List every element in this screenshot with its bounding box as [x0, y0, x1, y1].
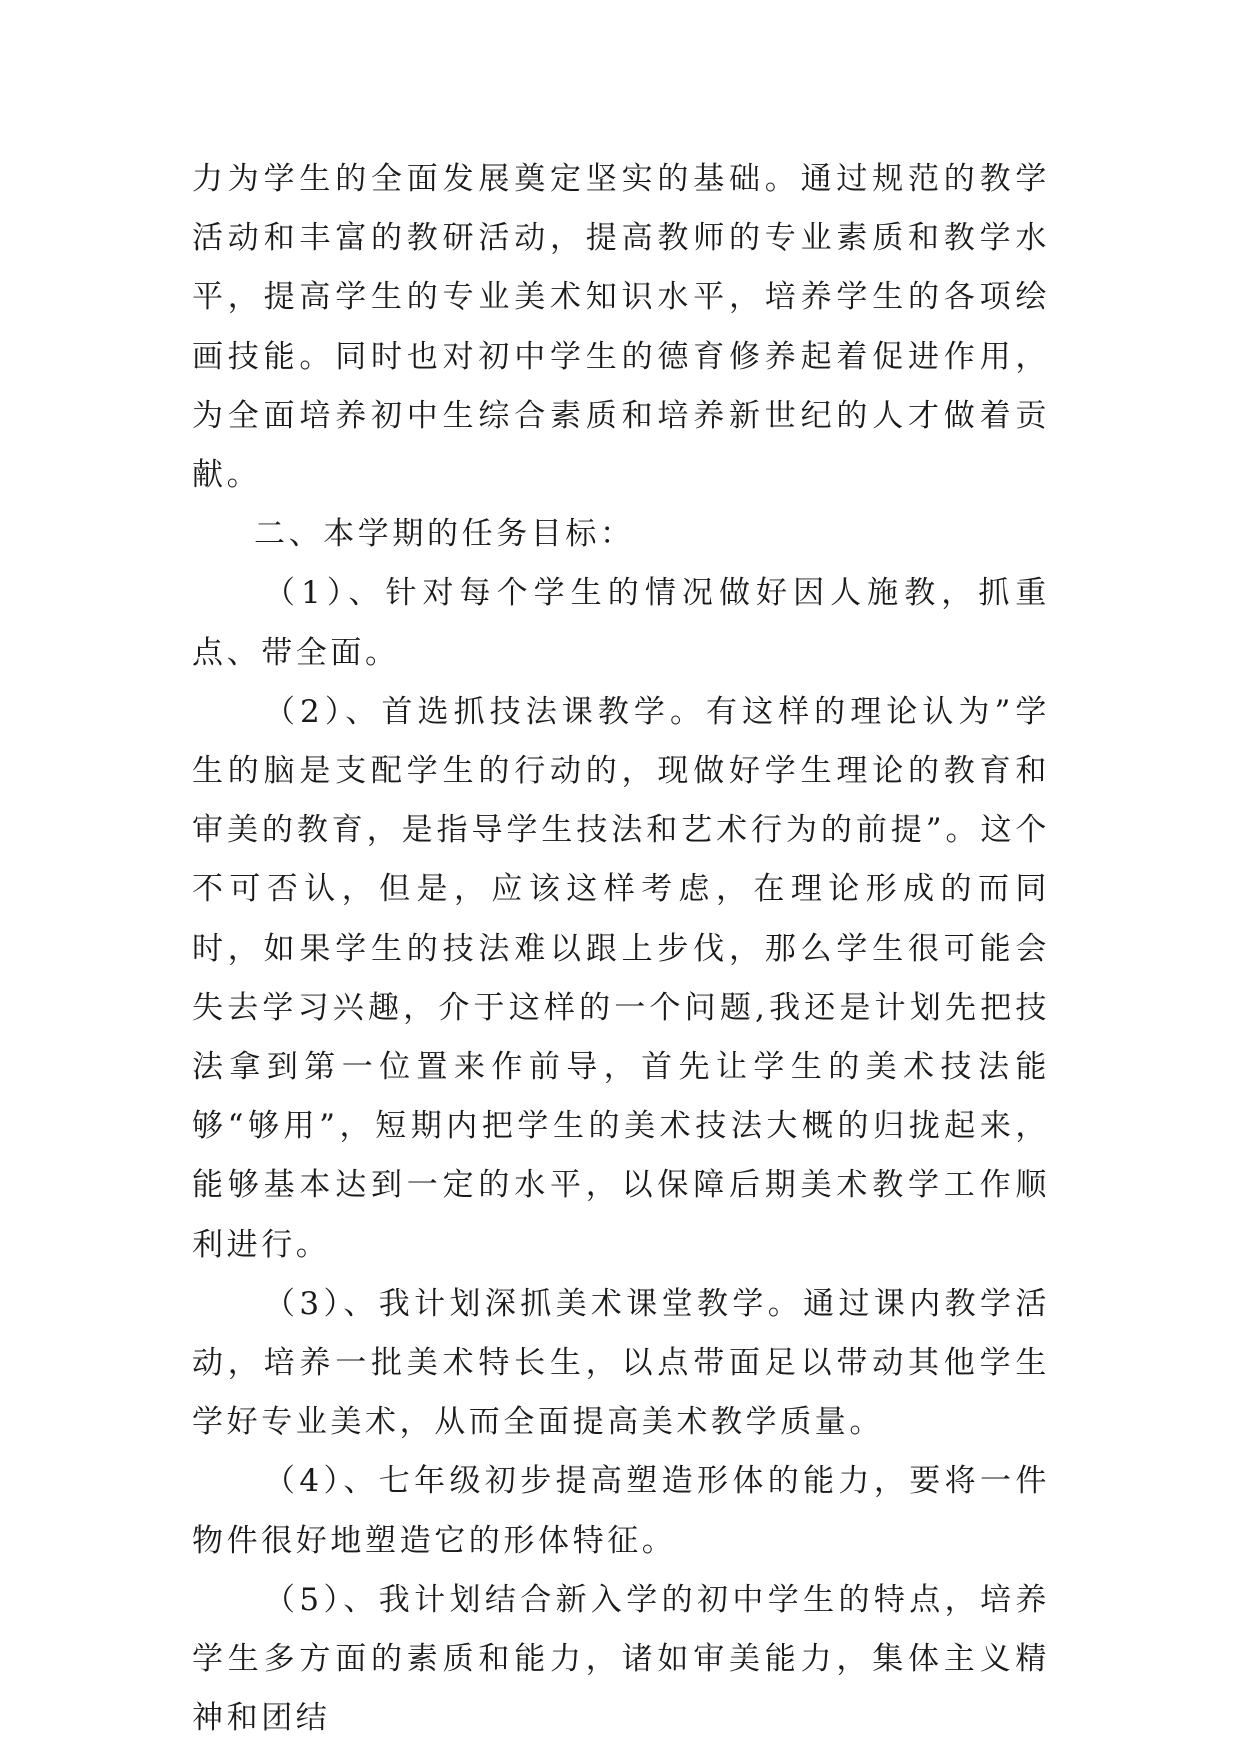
paragraph-item-1: （1）、针对每个学生的情况做好因人施教，抓重点、带全面。	[192, 575, 1050, 671]
document-body	[192, 150, 1050, 1748]
paragraph-item-4: （4）、七年级初步提高塑造形体的能力，要将一件物件很好地塑造它的形体特征。	[192, 1463, 1050, 1559]
paragraph-item-2: （2）、首选抓技法课教学。有这样的理论认为”学生的脑是支配学生的行动的，现做好学生理论的教育和审美的教育，是指导学生技法和艺术行为的前提”。这个不可否认，但是，应该这样考虑，在理论形成的而同时，如果学生的技法难以跟上步伐，那么学生很可能会失去学习兴趣，介于这样的一个问题,我还是计划先把技法拿到第一位置来作前导，首先让学生的美术技法能够“够用”，短期内把学生的美术技法大概的归拢起来，能够基本达到一定的水平，以保障后期美术教学工作顺利进行。	[192, 693, 1050, 1263]
paragraph-item-3: （3）、我计划深抓美术课堂教学。通过课内教学活动，培养一批美术特长生，以点带面足以带动其他学生学好专业美术，从而全面提高美术教学质量。	[192, 1285, 1050, 1441]
paragraph-continuation: 力为学生的全面发展奠定坚实的基础。通过规范的教学活动和丰富的教研活动，提高教师的专业素质和教学水平，提高学生的专业美术知识水平，培养学生的各项绘画技能。同时也对初中学生的德育修养起着促进作用，为全面培养初中生综合素质和培养新世纪的人才做着贡献。	[192, 161, 1050, 494]
paragraph-item-5: （5）、我计划结合新入学的初中学生的特点，培养学生多方面的素质和能力，诸如审美能力，集体主义精神和团结	[192, 1581, 1050, 1737]
section-heading-task-goals: 二、本学期的任务目标：	[254, 516, 635, 553]
